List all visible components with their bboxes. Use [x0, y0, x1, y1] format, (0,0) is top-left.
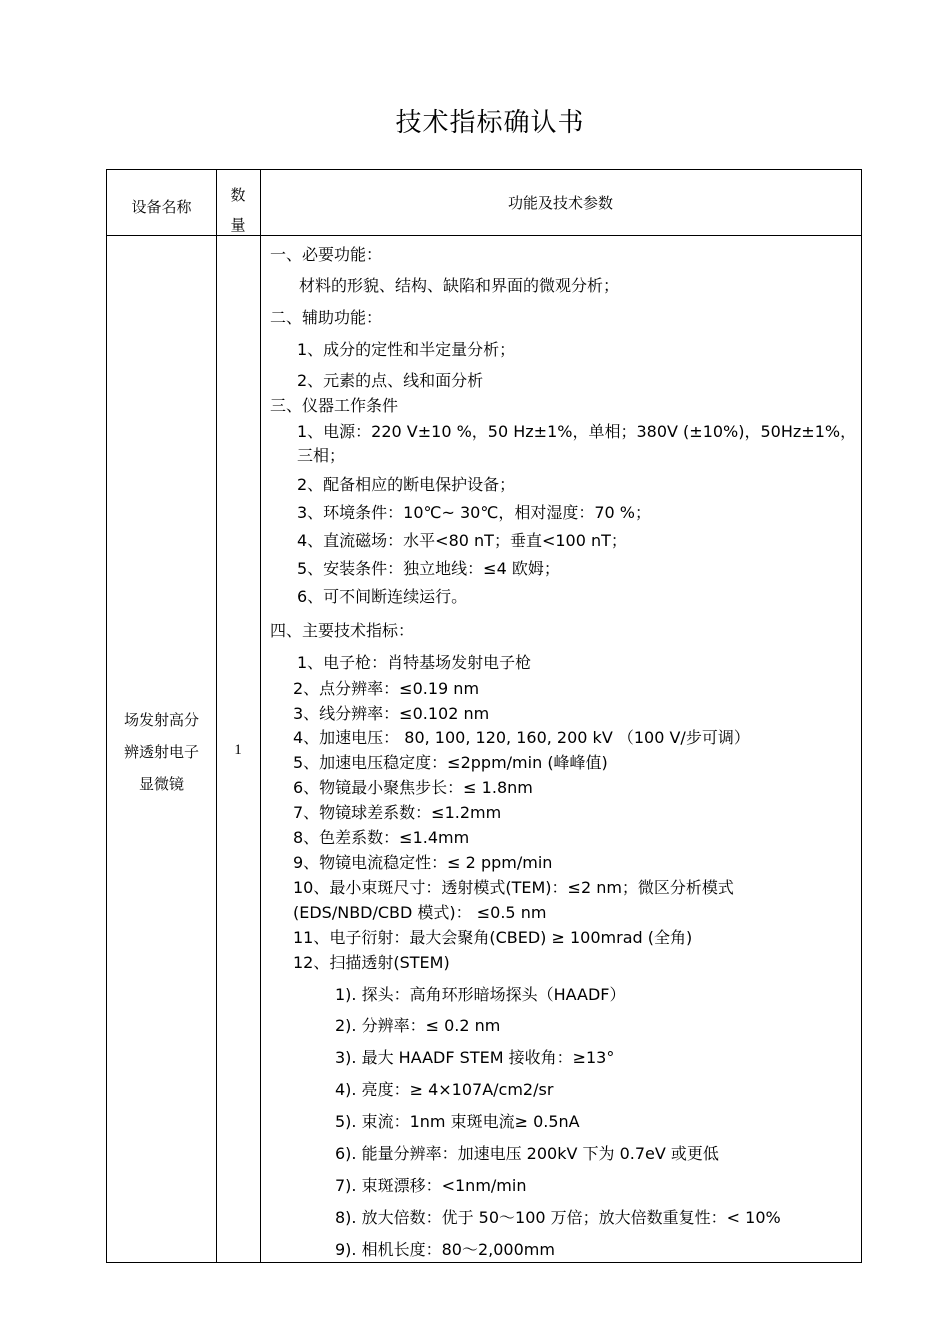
spec-line: 2、点分辨率：≤0.19 nm: [293, 679, 480, 698]
spec-line: 4、直流磁场：水平<80 nT；垂直<100 nT；: [297, 531, 627, 550]
spec-line: 1、电源：220 V±10 %，50 Hz±1%，单相；380V (±10%)，50Hz±1%，: [297, 422, 857, 441]
header-quantity-line: 数: [230, 186, 246, 204]
column-divider: [260, 170, 261, 1262]
spec-line: 6、物镜最小聚焦步长：≤ 1.8nm: [293, 778, 533, 797]
spec-line: 2、配备相应的断电保护设备；: [297, 475, 516, 494]
document-title: 技术指标确认书: [395, 108, 585, 138]
header-params: 功能及技术参数: [507, 194, 613, 212]
stem-spec-line: 9). 相机长度：80～2,000mm: [335, 1240, 555, 1259]
section-heading: 一、必要功能：: [270, 245, 383, 264]
spec-line: 9、物镜电流稳定性：≤ 2 ppm/min: [293, 853, 553, 872]
header-quantity-line: 量: [230, 216, 246, 234]
spec-line: 1、电子枪：肖特基场发射电子枪: [297, 653, 532, 672]
spec-line: 5、加速电压稳定度：≤2ppm/min (峰峰值): [293, 753, 608, 772]
section-heading: 二、辅助功能：: [270, 308, 383, 327]
stem-spec-line: 5). 束流：1nm 束斑电流≥ 0.5nA: [335, 1112, 580, 1131]
spec-line: 2、元素的点、线和面分析: [297, 371, 484, 390]
header-device-name: 设备名称: [131, 198, 192, 216]
spec-line: 11、电子衍射：最大会聚角(CBED) ≥ 100mrad (全角): [293, 928, 693, 947]
device-name-line: 辨透射电子: [123, 743, 199, 761]
section-heading: 三、仪器工作条件: [270, 396, 399, 415]
section-heading: 四、主要技术指标：: [270, 621, 415, 640]
stem-spec-line: 3). 最大 HAADF STEM 接收角：≥13°: [335, 1048, 615, 1067]
spec-line: 8、色差系数：≤1.4mm: [293, 828, 470, 847]
device-quantity: 1: [234, 742, 242, 758]
column-divider: [216, 170, 217, 1262]
spec-line: 三相；: [297, 446, 346, 465]
spec-line: 3、环境条件：10℃~ 30℃，相对湿度：70 %；: [297, 503, 651, 522]
device-name-line: 显微镜: [138, 775, 184, 793]
device-name: [107, 704, 216, 800]
stem-spec-line: 8). 放大倍数：优于 50～100 万倍；放大倍数重复性：< 10%: [335, 1208, 781, 1227]
stem-spec-line: 7). 束斑漂移：<1nm/min: [335, 1176, 527, 1195]
spec-line: 6、可不间断连续运行。: [297, 587, 468, 606]
spec-line: 材料的形貌、结构、缺陷和界面的微观分析；: [299, 276, 620, 295]
device-name-line: 场发射高分: [123, 711, 199, 729]
stem-spec-line: 1). 探头：高角环形暗场探头（HAADF）: [335, 985, 626, 1004]
spec-line: 1、成分的定性和半定量分析；: [297, 340, 516, 359]
spec-line: 7、物镜球差系数：≤1.2mm: [293, 803, 502, 822]
header-quantity: [216, 180, 260, 240]
spec-line: 3、线分辨率：≤0.102 nm: [293, 704, 490, 723]
spec-line: 12、扫描透射(STEM): [293, 953, 450, 972]
stem-spec-line: 4). 亮度：≥ 4×107A/cm2/sr: [335, 1080, 554, 1099]
stem-spec-line: 6). 能量分辨率：加速电压 200kV 下为 0.7eV 或更低: [335, 1144, 719, 1163]
spec-line: 4、加速电压： 80, 100, 120, 160, 200 kV （100 V/步可调）: [293, 728, 750, 747]
spec-line: 10、最小束斑尺寸：透射模式(TEM)：≤2 nm；微区分析模式: [293, 878, 734, 897]
spec-table: [106, 169, 862, 1263]
spec-line: (EDS/NBD/CBD 模式)： ≤0.5 nm: [293, 903, 547, 922]
stem-spec-line: 2). 分辨率：≤ 0.2 nm: [335, 1016, 501, 1035]
spec-line: 5、安装条件：独立地线：≤4 欧姆；: [297, 559, 560, 578]
